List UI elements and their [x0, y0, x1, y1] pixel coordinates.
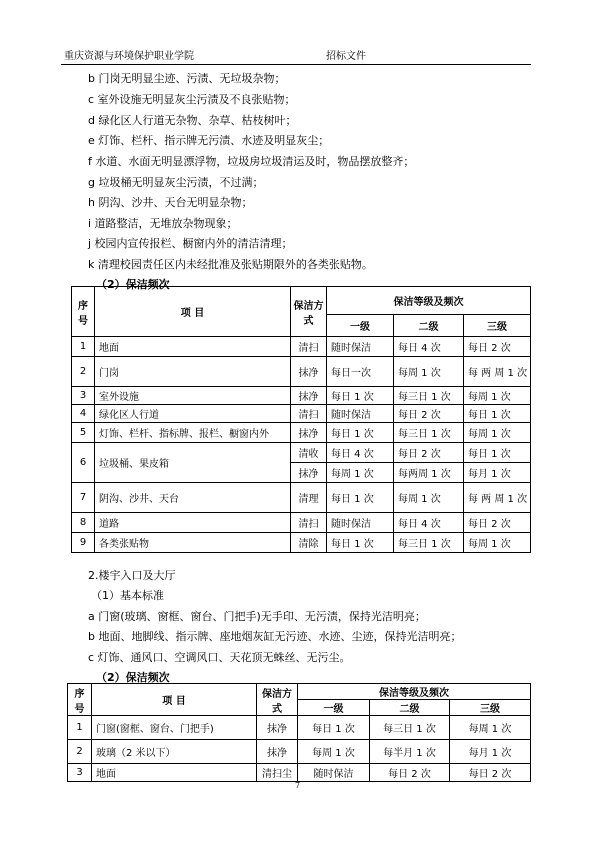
cell-level-2: 每三日 1 次	[394, 533, 464, 553]
cell-num: 7	[72, 483, 95, 513]
cell-item: 垃圾桶、果皮箱	[95, 443, 291, 483]
table-row	[72, 513, 531, 533]
cell-level-1: 每周 1 次	[298, 740, 370, 764]
header-level-2: 二级	[394, 315, 464, 337]
section-title-lobby: 2.楼宇入口及大厅	[88, 569, 176, 582]
standard-item-a: a 门窗(玻璃、窗框、窗台、门把手)无手印、无污渍，保持光洁明亮；	[88, 610, 426, 623]
cell-level-1: 每日 1 次	[327, 483, 394, 513]
cell-item: 玻璃（2 米以下）	[92, 740, 257, 764]
standard-item-d: d 绿化区人行道无杂物、杂草、枯枝树叶；	[88, 114, 297, 127]
cleaning-frequency-table-1	[71, 286, 531, 553]
header-num: 序号	[72, 287, 95, 337]
header-frequency: 保洁等级及频次	[327, 287, 531, 315]
cell-num: 3	[68, 764, 92, 782]
cell-method: 清除	[291, 533, 327, 553]
page-number: 7	[294, 781, 301, 790]
cell-method: 抹净	[291, 387, 327, 405]
header-item: 项 目	[95, 287, 291, 337]
cell-item: 阴沟、沙井、天台	[95, 483, 291, 513]
cell-level-2: 每三日 1 次	[370, 716, 450, 740]
header-num: 序号	[68, 684, 92, 716]
cell-num: 8	[72, 513, 95, 533]
cell-level-3: 每周 1 次	[464, 423, 531, 443]
header-item: 项 目	[92, 684, 257, 716]
cell-num: 2	[72, 357, 95, 387]
table-row	[72, 357, 531, 387]
cell-level-3: 每周 1 次	[464, 533, 531, 553]
cell-num: 2	[68, 740, 92, 764]
header-level-1: 一级	[298, 700, 370, 716]
table-row	[68, 740, 531, 764]
cell-level-3: 每日 2 次	[464, 513, 531, 533]
table-row	[72, 337, 531, 357]
cell-level-1: 每日 1 次	[327, 387, 394, 405]
cell-method: 清扫	[291, 337, 327, 357]
cell-level-3: 每 两 周 1 次	[464, 483, 531, 513]
header-level-2: 二级	[370, 700, 450, 716]
cell-level-1: 每日 1 次	[327, 423, 394, 443]
header-level-3: 三级	[450, 700, 531, 716]
table-row	[68, 764, 531, 782]
cell-num: 5	[72, 423, 95, 443]
header-level-3: 三级	[464, 315, 531, 337]
section-subtitle-standards: （1）基本标准	[91, 589, 164, 602]
cell-level-3: 每日 1 次	[464, 443, 531, 463]
cell-level-1: 随时保洁	[327, 513, 394, 533]
cell-method: 清扫	[291, 405, 327, 423]
cell-level-2: 每三日 1 次	[394, 423, 464, 443]
standard-item-i: i 道路整洁，无堆放杂物现象；	[88, 217, 238, 230]
header-school-name: 重庆资源与环境保护职业学院	[64, 51, 194, 62]
standard-item-b: b 地面、地脚线、指示牌、座地烟灰缸无污迹、水迹、尘迹，保持光洁明亮；	[88, 630, 462, 643]
cell-item: 道路	[95, 513, 291, 533]
header-level-1: 一级	[327, 315, 394, 337]
cell-level-1: 每日一次	[327, 357, 394, 387]
cell-item: 门岗	[95, 357, 291, 387]
cell-level-1: 每周 1 次	[327, 463, 394, 483]
cell-num: 4	[72, 405, 95, 423]
table-row	[72, 423, 531, 443]
page-header	[61, 50, 531, 65]
cell-num: 6	[72, 443, 95, 483]
cleaning-frequency-table-2	[67, 683, 531, 782]
header-doc-title: 招标文件	[326, 51, 366, 62]
cell-level-3: 每周 1 次	[450, 716, 531, 740]
cell-method: 抹净	[291, 463, 327, 483]
cell-num: 1	[72, 337, 95, 357]
standard-item-f: f 水道、水面无明显漂浮物，垃圾房垃圾清运及时，物品摆放整齐；	[88, 155, 415, 168]
section-subtitle-frequency-2: （2）保洁频次	[96, 671, 170, 684]
standard-item-k: k 清理校园责任区内未经批准及张贴期限外的各类张贴物。	[88, 258, 373, 271]
standard-item-g: g 垃圾桶无明显灰尘污渍，不过满；	[88, 176, 264, 189]
table-row	[72, 443, 531, 463]
cell-level-3: 每月 1 次	[450, 740, 531, 764]
table-row	[72, 405, 531, 423]
standard-item-e: e 灯饰、栏杆、指示牌无污渍、水迹及明显灰尘；	[88, 134, 330, 147]
cell-item: 绿化区人行道	[95, 405, 291, 423]
standard-item-j: j 校园内宣传报栏、橱窗内外的清洁清理；	[88, 237, 293, 250]
cell-level-1: 随时保洁	[327, 405, 394, 423]
cell-level-3: 每周 1 次	[464, 387, 531, 405]
cell-method: 清理	[291, 483, 327, 513]
cell-level-1: 每日 1 次	[327, 533, 394, 553]
cell-level-2: 每日 4 次	[394, 337, 464, 357]
cell-level-3: 每 两 周 1 次	[464, 357, 531, 387]
cell-level-2: 每日 4 次	[394, 513, 464, 533]
cell-item: 室外设施	[95, 387, 291, 405]
cell-method: 清收	[291, 443, 327, 463]
cell-num: 9	[72, 533, 95, 553]
table-row	[72, 533, 531, 553]
header-frequency: 保洁等级及频次	[298, 684, 531, 700]
section-subtitle-frequency: （2）保洁频次	[96, 278, 170, 291]
cell-method: 清扫	[291, 513, 327, 533]
header-method: 保洁方式	[291, 287, 327, 337]
standard-item-b: b 门岗无明显尘迹、污渍、无垃圾杂物；	[88, 72, 286, 85]
cell-method: 抹净	[291, 357, 327, 387]
cell-method: 抹净	[257, 716, 298, 740]
cell-level-2: 每三日 1 次	[394, 387, 464, 405]
cell-item: 各类张贴物	[95, 533, 291, 553]
standard-item-h: h 阴沟、沙井、天台无明显杂物；	[88, 196, 253, 209]
cell-method: 清扫尘	[257, 764, 298, 782]
cell-level-3: 每日 2 次	[450, 764, 531, 782]
cell-level-3: 每日 1 次	[464, 405, 531, 423]
cell-item: 门窗(窗框、窗台、门把手)	[92, 716, 257, 740]
cell-level-2: 每两周 1 次	[394, 463, 464, 483]
cell-level-1: 每日 4 次	[327, 443, 394, 463]
cell-method: 抹净	[257, 740, 298, 764]
table-row	[68, 716, 531, 740]
cell-level-2: 每周 1 次	[394, 357, 464, 387]
standard-item-c: c 室外设施无明显灰尘污渍及不良张贴物；	[88, 93, 296, 106]
cell-level-2: 每周 1 次	[394, 483, 464, 513]
cell-level-3: 每月 1 次	[464, 463, 531, 483]
cell-item: 地面	[92, 764, 257, 782]
header-method: 保洁方式	[257, 684, 298, 716]
cell-level-2: 每日 2 次	[370, 764, 450, 782]
table-row	[72, 387, 531, 405]
table-row	[72, 483, 531, 513]
cell-level-1: 随时保洁	[327, 337, 394, 357]
standard-item-c: c 灯饰、通风口、空调风口、天花顶无蛛丝、无污尘。	[88, 651, 351, 664]
cell-level-2: 每日 2 次	[394, 405, 464, 423]
cell-num: 1	[68, 716, 92, 740]
cell-level-2: 每半月 1 次	[370, 740, 450, 764]
cell-item: 灯饰、栏杆、指标牌、报栏、橱窗内外	[95, 423, 291, 443]
cell-method: 抹净	[291, 423, 327, 443]
cell-num: 3	[72, 387, 95, 405]
cell-level-2: 每日 2 次	[394, 443, 464, 463]
cell-level-3: 每日 2 次	[464, 337, 531, 357]
cell-level-1: 每日 1 次	[298, 716, 370, 740]
cell-item: 地面	[95, 337, 291, 357]
cell-level-1: 随时保洁	[298, 764, 370, 782]
